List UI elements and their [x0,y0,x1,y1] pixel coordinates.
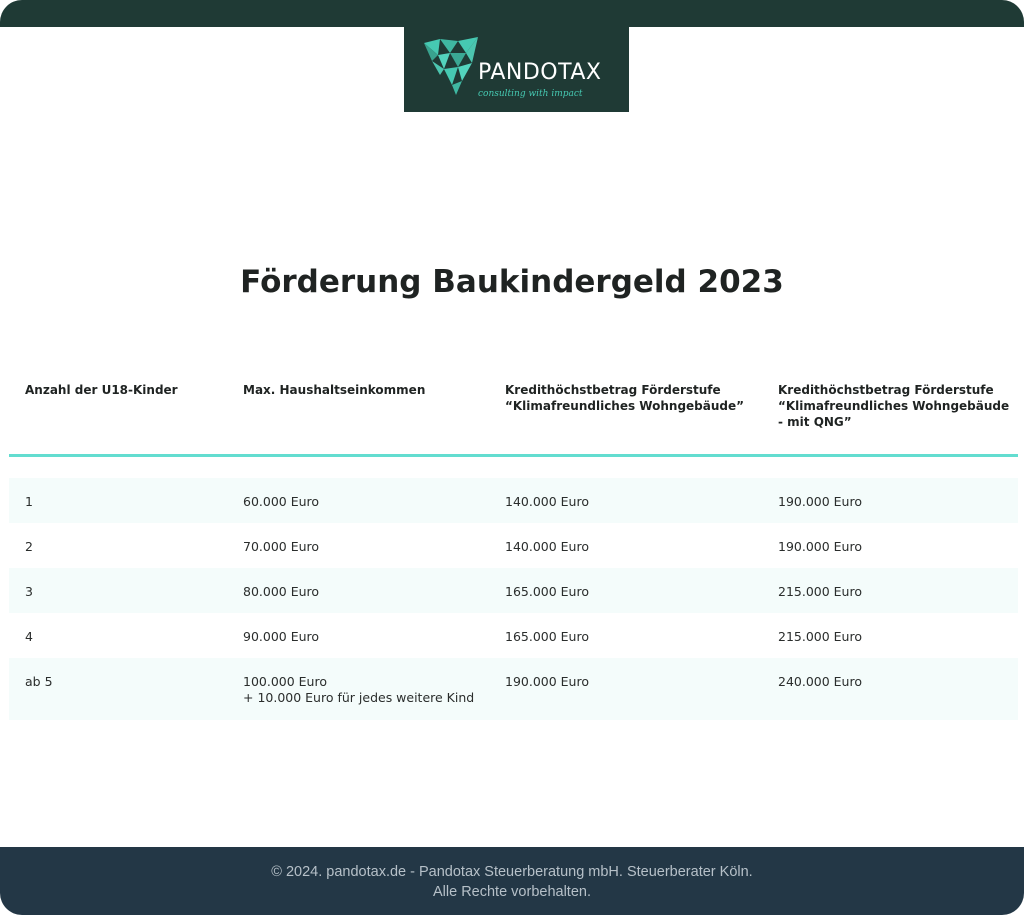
table-header [9,376,1018,457]
cell-loan: 140.000 Euro [505,494,589,509]
cell-loan: 165.000 Euro [505,629,589,644]
cell-kids: 3 [25,584,33,599]
table-row [9,613,1018,658]
cell-loan: 190.000 Euro [505,674,589,689]
table-body [9,478,1018,720]
footer-line-2: Alle Rechte vorbehalten. [433,884,591,900]
cell-income: 80.000 Euro [243,584,320,599]
table-row [9,568,1018,613]
cell-income-note: + 10.000 Euro für jedes weitere Kind [243,690,475,705]
pandotax-logo-icon [422,35,480,97]
cell-income: 60.000 Euro [243,494,320,509]
footer-copyright [0,862,1024,902]
cell-kids: 4 [25,629,33,644]
header-loan: Kredithöchstbetrag Förderstufe “Klimafreundliches Wohngebäude” [505,383,745,413]
page-footer [0,847,1024,915]
cell-kids: 1 [25,494,33,509]
header-kids: Anzahl der U18-Kinder [25,383,178,397]
header-income: Max. Haushaltseinkommen [243,383,426,397]
cell-loan: 140.000 Euro [505,539,589,554]
cell-income [243,674,474,706]
page-title: Förderung Baukindergeld 2023 [240,264,784,300]
brand-logo[interactable] [404,27,629,112]
cell-kids: 2 [25,539,33,554]
cell-kids: ab 5 [25,674,53,689]
top-bar [0,0,1024,27]
cell-income-value: 100.000 Euro [243,674,327,689]
cell-income: 90.000 Euro [243,629,320,644]
cell-loan-qng: 190.000 Euro [778,539,862,554]
header-loan-qng: Kredithöchstbetrag Förderstufe “Klimafreundliches Wohngebäude - mit QNG” [778,383,1010,429]
cell-income: 70.000 Euro [243,539,320,554]
brand-name: PANDOTAX [478,60,602,85]
table-row [9,478,1018,523]
cell-loan: 165.000 Euro [505,584,589,599]
cell-loan-qng: 190.000 Euro [778,494,862,509]
footer-line-1: © 2024. pandotax.de - Pandotax Steuerberatung mbH. Steuerberater Köln. [271,864,753,880]
cell-loan-qng: 215.000 Euro [778,584,862,599]
table-row [9,523,1018,568]
cell-loan-qng: 240.000 Euro [778,674,862,689]
table-row [9,658,1018,720]
cell-loan-qng: 215.000 Euro [778,629,862,644]
subsidy-table [9,376,1018,720]
brand-tagline: consulting with impact [478,89,583,99]
